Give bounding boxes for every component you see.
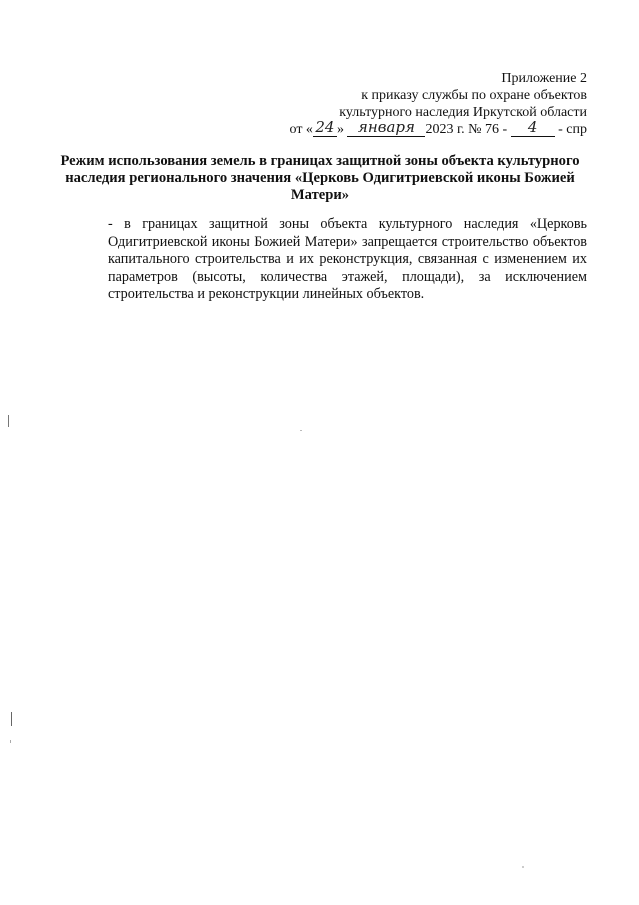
- order-reference: к приказу службы по охране объектов: [361, 88, 587, 103]
- appendix-header: [290, 70, 588, 138]
- scan-artifact: [300, 430, 302, 431]
- scan-artifact: [10, 740, 11, 743]
- year-number-text: 2023 г. № 76 -: [425, 122, 508, 137]
- scan-artifact: [522, 866, 524, 868]
- quote-close: »: [336, 122, 344, 137]
- order-date-line: [289, 118, 588, 138]
- body-paragraph: - в границах защитной зоны объекта культурного наследия «Церковь Одигитриевской иконы Божией Матери» запрещается строительство объектов капитального строительства и их реконструкция, связанная с изменением их параметров (высоты, количества этажей, площади), за исключением строительства и реконструкции линейных объектов.: [108, 216, 587, 302]
- order-suffix: - спр: [558, 122, 587, 137]
- document-title: Режим использования земель в границах защитной зоны объекта культурного наследия регионального значения «Церковь Одигитриевской иконы Божией Матери»: [60, 153, 580, 203]
- handwritten-month: января: [357, 118, 415, 136]
- scan-artifact: [8, 415, 9, 427]
- order-number-field: [511, 118, 555, 138]
- month-field: [347, 118, 425, 138]
- scan-artifact: [11, 712, 12, 726]
- handwritten-order-number: 4: [527, 118, 538, 136]
- handwritten-day: 24: [315, 118, 335, 136]
- appendix-label: Приложение 2: [501, 71, 587, 86]
- day-field: [313, 118, 337, 138]
- date-prefix: от «: [289, 122, 313, 137]
- authority-name: культурного наследия Иркутской области: [339, 105, 587, 120]
